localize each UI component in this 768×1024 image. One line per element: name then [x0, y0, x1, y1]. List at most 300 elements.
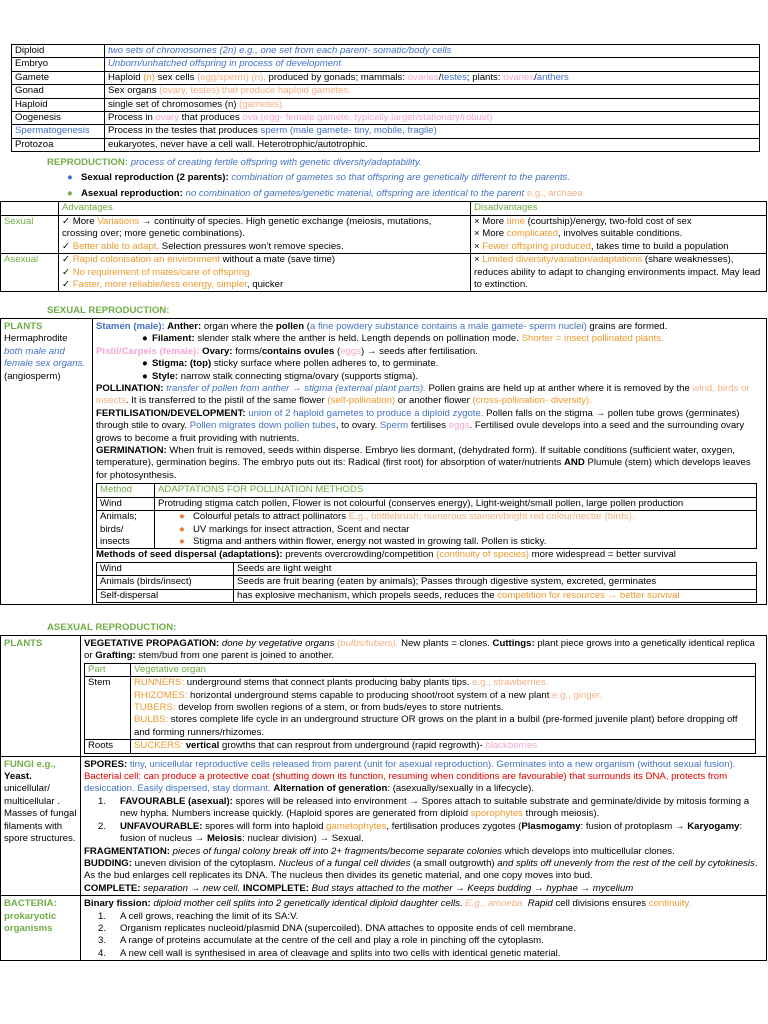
- advantage-item: [62, 241, 467, 253]
- text-run: : fusion of nucleus →: [120, 820, 743, 845]
- text-run: Process in: [108, 112, 156, 124]
- text-run: that produces: [178, 112, 243, 124]
- bullet-icon: ●: [142, 370, 148, 382]
- step-number: 3.: [97, 935, 106, 947]
- text-run: When fruit is removed, seeds within disperse. Embryo lies dormant, (dehydrated form). If suitable conditions (sufficient water, oxygen, temperature), germination begins. The embryo puts out its: Radical (first root) for absorption of water/nutrients: [96, 445, 735, 469]
- step-number: 2.: [97, 922, 106, 934]
- text-run: pieces of fungal colony break off into 2+ fragments/become separate colonies: [172, 845, 502, 857]
- text-run: × More: [474, 228, 507, 240]
- text-run: through meiosis).: [522, 808, 600, 820]
- asexual-advantages: [59, 254, 471, 292]
- text-run: ✓: [62, 279, 73, 291]
- step-text: A range of proteins accumulate at the centre of the cell and play a role in pinching off the cytoplasm.: [120, 935, 544, 947]
- text-run: Faster, more reliable/less energy, simpler: [72, 279, 247, 291]
- bacteria-cell: [1, 896, 81, 961]
- asexual-plants-cell: [1, 636, 81, 757]
- favourable-item: 1. FAVOURABLE (asexual): spores will be released into environment → Spores attach to suitable substrate and germinate/divide by mitosis forming a new hypha. Numbers increase quickly. (Haploid spores are generated from diploid sporophytes through meiosis).: [97, 795, 750, 820]
- text-run: Haploid: [108, 71, 144, 83]
- text-run: (courtship)/energy, two-fold cost of sex: [524, 216, 692, 227]
- text-run: Plasmogamy: [521, 820, 581, 832]
- text-run: eggs: [340, 345, 362, 357]
- method-header: Method: [97, 484, 155, 497]
- dispersal-description: [234, 576, 757, 589]
- advantages-table: [0, 201, 767, 292]
- angiosperm-label: (angiosperm): [4, 370, 61, 382]
- text-run: or another flower: [395, 395, 473, 407]
- glossary-table: [11, 44, 760, 152]
- advantage-item: [62, 279, 467, 291]
- text-run: Nucleus of a fungal cell divides: [278, 857, 411, 869]
- plants-cell: [1, 319, 93, 605]
- asexual-definition: no combination of gametes/genetic material, offspring are identical to the parent: [185, 187, 525, 199]
- text-run: narrow stalk connecting stigma/ovary (supports stigma).: [180, 370, 419, 382]
- yeast-label: Yeast.: [4, 771, 32, 783]
- seed-dispersal-intro: [96, 549, 763, 561]
- text-run: forms/: [235, 345, 262, 357]
- stem-organ-item: [134, 690, 752, 702]
- text-run: Limited diversity/variation/adaptations: [482, 254, 643, 266]
- dispersal-description: [234, 562, 757, 575]
- text-run: separation → new cell.: [143, 882, 243, 894]
- text-run: Seeds are fruit bearing (eaten by animals); Passes through digestive system, excreted, germinates: [237, 576, 657, 588]
- sexual-reproduction-table: [0, 318, 767, 605]
- text-run: Variations: [97, 216, 140, 227]
- text-run: underground stems that connect plants producing baby plants tips.: [184, 677, 473, 689]
- glossary-definition: [105, 138, 760, 151]
- fertilisation-paragraph: [96, 408, 763, 445]
- text-run: contains ovules: [261, 345, 335, 357]
- filament-line: [96, 333, 763, 345]
- glossary-row: [12, 71, 760, 84]
- text-run: Better able to adapt.: [72, 240, 160, 252]
- pollination-methods-table: [96, 483, 757, 549]
- text-run: (: [334, 345, 341, 357]
- text-run: ✓: [62, 266, 73, 278]
- both-sex-organs: both male and female sex organs.: [4, 345, 86, 370]
- text-run: Sperm: [379, 420, 409, 432]
- text-run: /: [438, 71, 442, 83]
- stem-label: Stem: [85, 677, 131, 740]
- glossary-definition: [105, 125, 760, 138]
- text-run: single set of chromosomes (n): [108, 98, 240, 110]
- text-run: UV markings for insect attraction, Scent and nectar: [193, 523, 410, 535]
- text-run: E.g., amoeba.: [465, 898, 528, 910]
- text-run: complicated: [506, 228, 558, 240]
- asexual-label: Asexual reproduction:: [81, 187, 183, 199]
- glossary-row: [12, 85, 760, 98]
- dispersal-row: [97, 576, 757, 589]
- text-run: E.g., bottlebrush; numerous stamen/bright red colour/nectar (birds).: [348, 511, 635, 523]
- glossary-term: Haploid: [12, 98, 105, 111]
- reproduction-definition: process of creating fertile offspring with genetic diversity/adaptability.: [130, 157, 422, 168]
- fungi-content: [81, 756, 767, 895]
- text-run: Unborn/unhatched offspring in process of development: [108, 58, 342, 70]
- text-run: , involves suitable conditions.: [558, 228, 683, 240]
- text-run: Meiosis: [206, 833, 243, 845]
- fungi-cell: [1, 756, 81, 895]
- dispersal-method: Wind: [97, 562, 234, 575]
- disadvantage-item: [474, 228, 763, 240]
- text-run: e.g., ginger.: [552, 689, 603, 701]
- text-run: competition for resources → better survival: [497, 589, 680, 601]
- text-run: BUDDING:: [84, 857, 135, 869]
- glossary-row: [12, 125, 760, 138]
- fungi-label: FUNGI e.g.,: [4, 758, 56, 770]
- text-run: continuity.: [648, 898, 692, 910]
- text-run: ×: [474, 254, 483, 266]
- text-run: . Easily dispersed, stay dormant.: [132, 783, 274, 795]
- asexual-reproduction-table: [0, 635, 767, 961]
- text-run: stem/bud from one parent is joined to another.: [138, 650, 335, 662]
- text-run: FAVOURABLE (asexual):: [120, 795, 236, 807]
- text-run: (share weaknesses), reduces ability to adapt to changing environments impact. May lead to extinction.: [474, 254, 761, 291]
- stem-organ-item: [134, 702, 752, 714]
- hermaphrodite-label: Hermaphrodite: [4, 333, 68, 345]
- text-run: ovary: [155, 112, 179, 124]
- bacteria-content: [81, 896, 767, 961]
- text-run: → continuity of species. High genetic exchange (meiosis, mutations, crossing over; more genetic combinations).: [62, 216, 432, 240]
- text-run: ovaries: [503, 71, 535, 83]
- wind-method: Wind: [97, 497, 155, 510]
- text-run: Pistil/Carpels (female):: [96, 345, 203, 357]
- text-run: Methods of seed dispersal (adaptations):: [96, 549, 286, 561]
- text-run: Process in the testes that produces: [108, 125, 261, 137]
- text-run: anthers: [536, 71, 569, 83]
- text-run: sperm (male gamete- tiny, mobile, fragile): [260, 125, 437, 137]
- stem-organ-item: [134, 677, 752, 689]
- text-run: grains are formed.: [586, 321, 668, 332]
- text-run: (n): [143, 71, 155, 83]
- text-run: RHIZOMES:: [134, 689, 188, 701]
- step-text: Organism replicates nucleoid/plasmid DNA (supercoiled). DNA attaches to opposite ends of cell membrane.: [120, 922, 576, 934]
- text-run: blackberries: [485, 740, 538, 752]
- text-run: desiccation: [84, 783, 132, 795]
- glossary-term: Embryo: [12, 58, 105, 71]
- stigma-line: [96, 358, 763, 370]
- text-run: fertilises: [408, 420, 449, 432]
- sexual-label: Sexual reproduction (2 parents):: [81, 172, 229, 184]
- spores-paragraph: [84, 759, 763, 796]
- bullet-icon: ●: [142, 358, 148, 370]
- text-run: . It is transferred to the pistil of the same flower: [125, 395, 328, 407]
- text-run: tiny, unicellular reproductive cells released from parent (unit for asexual reproduction). Germinates into a new organism (without sexual fusion).: [129, 758, 736, 770]
- disadvantage-item: [474, 216, 763, 228]
- text-run: (bulbs/tubers).: [337, 638, 399, 649]
- text-run: Rapid colonisation an environment: [72, 254, 220, 266]
- text-run: uneven division of the cytoplasm.: [134, 857, 279, 869]
- text-run: (a small outgrowth): [410, 857, 498, 869]
- organ-header: Vegetative organ: [131, 663, 756, 676]
- text-run: ; plants:: [466, 71, 504, 83]
- animal-adaptation-item: [179, 536, 753, 548]
- text-run: sex cells: [154, 71, 198, 83]
- glossary-row: [12, 112, 760, 125]
- text-run: (gametes).: [239, 98, 286, 110]
- style-line: [96, 371, 763, 383]
- binary-fission-paragraph: [84, 898, 763, 910]
- text-run: Karyogamy: [687, 820, 740, 832]
- glossary-row: [12, 138, 760, 151]
- glossary-row: [12, 58, 760, 71]
- asexual-disadvantages: [471, 254, 767, 292]
- text-run: , to ovary.: [335, 420, 380, 432]
- text-run: (self-pollination): [327, 395, 396, 407]
- pollination-paragraph: [96, 383, 763, 408]
- text-run: (continuity of species): [436, 549, 529, 561]
- glossary-row: [12, 45, 760, 58]
- bullet-icon: ●: [179, 535, 185, 547]
- vegetative-content: [81, 636, 767, 757]
- text-run: POLLINATION:: [96, 383, 167, 395]
- text-run: Bacterial cell: can produce a protective coat (shutting down its function, resuming when conditions are favourable) that surrounds its DNA, protects from: [84, 771, 728, 783]
- text-run: Grafting:: [95, 650, 139, 662]
- glossary-definition: [105, 45, 760, 58]
- sexual-row-label: Sexual: [1, 216, 59, 254]
- text-run: AND: [564, 457, 585, 469]
- text-run: horizontal underground stems capable to producing shoot/root system of a new plant: [187, 689, 553, 701]
- reproduction-intro: REPRODUCTION: process of creating fertile offspring with genetic diversity/adaptability. ● Sexual reproduction (2 parents): combination of gametes so that offspring are genetically different to the parents. ● Asexual reproduction: no combination of gametes/genetic material, offspring are identical to the parent e.g., archaea: [47, 157, 583, 199]
- animal-adaptations: [155, 511, 757, 549]
- text-run: Cuttings:: [492, 638, 538, 649]
- text-run: BULBS:: [134, 714, 169, 726]
- glossary-term: Gonad: [12, 85, 105, 98]
- vegetative-propagation: [84, 638, 763, 663]
- binary-fission-steps: [84, 911, 763, 961]
- binary-fission-step: [84, 911, 763, 923]
- text-run: testes: [441, 71, 467, 83]
- fungi-description: unicellular/ multicellular . Masses of fungal filaments with spore structures.: [4, 783, 77, 845]
- text-run: pollen: [275, 321, 305, 332]
- text-run: : fusion of protoplasm →: [580, 820, 688, 832]
- bullet-icon: ●: [142, 333, 148, 345]
- text-run: ×: [474, 240, 483, 252]
- bullet-icon: ●: [179, 523, 185, 535]
- budding-paragraph: [84, 858, 763, 883]
- glossary-term: Spermatogenesis: [12, 125, 105, 138]
- glossary-definition: [105, 112, 760, 125]
- animals-method: Animals; birds/ insects: [97, 511, 155, 549]
- dispersal-description: [234, 589, 757, 602]
- text-run: Sex organs: [108, 85, 160, 97]
- advantages-header: Advantages: [59, 202, 471, 216]
- text-run: Bud stays attached to the mother → Keeps budding → hyphae → mycelium: [311, 882, 634, 894]
- text-run: Fewer offspring produced: [482, 240, 591, 252]
- plants-content: [93, 319, 767, 605]
- text-run: union of 2 haploid gametes to produce a diploid zygote.: [248, 407, 484, 419]
- text-run: Stigma: (top): [152, 358, 214, 370]
- text-run: Pollen migrates down pollen tubes: [189, 420, 336, 432]
- text-run: Binary fission:: [84, 898, 154, 910]
- text-run: Pollen falls on the stigma → pollen tube grows (germinates) through stile to ovary.: [96, 407, 740, 432]
- text-run: and splits off unevenly from the rest of the cell by cytokinesis: [497, 857, 755, 869]
- asexual-row-label: Asexual: [1, 254, 59, 292]
- glossary-definition: [105, 98, 760, 111]
- glossary-term: Protozoa: [12, 138, 105, 151]
- text-run: ✓: [62, 254, 73, 266]
- text-run: COMPLETE:: [84, 882, 144, 894]
- stamen-line: [96, 321, 763, 333]
- text-run: ✓ More: [62, 216, 98, 227]
- text-run: diploid mother cell splits into 2 genetically identical diploid daughter cells.: [153, 898, 466, 910]
- text-run: e.g., strawberries.: [472, 677, 549, 689]
- sexual-reproduction-heading: SEXUAL REPRODUCTION:: [47, 305, 170, 316]
- step-number: 1.: [97, 910, 106, 922]
- text-run: : nuclear division) → Sexual.: [242, 833, 364, 845]
- step-number: 4.: [97, 947, 106, 959]
- advantage-item: [62, 254, 467, 266]
- text-run: done by vegetative organs: [221, 638, 338, 649]
- binary-fission-step: [84, 935, 763, 947]
- dispersal-method: Self-dispersal: [97, 589, 234, 602]
- vegetative-organ-table: [84, 663, 756, 754]
- seed-dispersal-table: [96, 562, 757, 603]
- text-run: ova (egg- female gamete, typically larger/stationary/robust): [242, 112, 493, 124]
- text-run: FERTILISATION/DEVELOPMENT:: [96, 407, 249, 419]
- text-run: vertical: [185, 740, 220, 752]
- text-run: , fertilisation produces zygotes (: [386, 820, 522, 832]
- advantage-item: [62, 216, 467, 241]
- text-run: without a mate (save time): [219, 254, 336, 266]
- part-header: Part: [85, 663, 131, 676]
- text-run: sporophytes: [470, 808, 523, 820]
- dispersal-row: [97, 589, 757, 602]
- text-run: which develops into multicellular clones.: [501, 845, 675, 857]
- text-run: . As the bud enlarges cell replicates its DNA. The nucleus then divides its genetic material, and one copy moves into bud.: [84, 857, 758, 882]
- text-run: New plants = clones.: [398, 638, 493, 649]
- advantage-item: [62, 267, 467, 279]
- text-run: gametophytes: [326, 820, 387, 832]
- text-run: wind, birds or insects: [96, 383, 750, 407]
- text-run: UNFAVOURABLE:: [120, 820, 206, 832]
- text-run: No requirement of mates/care of offspring.: [72, 266, 253, 278]
- text-run: FRAGMENTATION:: [84, 845, 173, 857]
- text-run: Rapid: [527, 898, 553, 910]
- glossary-row: [12, 98, 760, 111]
- complete-incomplete-paragraph: [84, 883, 763, 895]
- text-run: eukaryotes, never have a cell wall. Heterotrophic/autotrophic.: [108, 138, 368, 150]
- text-run: (: [304, 321, 310, 332]
- text-run: , quicker: [246, 279, 284, 291]
- text-run: Filament:: [152, 333, 198, 345]
- disadvantage-item: [474, 241, 763, 253]
- text-run: (egg/sperm) (n),: [197, 71, 266, 83]
- text-run: Style:: [152, 370, 181, 382]
- text-run: a fine powdery substance contains a male gamete- sperm nuclei): [310, 321, 587, 332]
- text-run: VEGETATIVE PROPAGATION:: [84, 638, 222, 649]
- sexual-advantages: [59, 216, 471, 254]
- binary-fission-step: [84, 923, 763, 935]
- text-run: Anther:: [167, 321, 204, 332]
- sexual-definition: combination of gametes so that offspring are genetically different to the parents.: [231, 172, 570, 184]
- text-run: Selection pressures won’t remove species.: [159, 240, 344, 252]
- text-run: (cross-pollination- diversity).: [472, 395, 592, 407]
- bacteria-label: BACTERIA: prokaryotic organisms: [4, 898, 57, 934]
- text-run: plant piece grows into a genetically identical replica or: [84, 638, 755, 662]
- glossary-definition: [105, 85, 760, 98]
- text-run: cell divisions ensures: [552, 898, 649, 910]
- text-run: Alternation of generation: [273, 783, 388, 795]
- animal-adaptation-item: [179, 511, 753, 523]
- text-run: prevents overcrowding/competition: [285, 549, 437, 561]
- text-run: INCOMPLETE:: [242, 882, 312, 894]
- sexual-disadvantages: [471, 216, 767, 254]
- text-run: develop from swollen regions of a stem, or from buds/eyes to store nutrients.: [175, 702, 504, 714]
- text-run: ✓: [62, 240, 73, 252]
- glossary-term: Oogenesis: [12, 112, 105, 125]
- text-run: time: [506, 216, 525, 227]
- text-run: SUCKERS:: [134, 740, 186, 752]
- text-run: Stamen (male):: [96, 321, 168, 332]
- text-run: spores will form into haploid: [205, 820, 327, 832]
- text-run: Ovary:: [202, 345, 236, 357]
- text-run: : (asexually/sexually in a lifecycle).: [387, 783, 535, 795]
- glossary-term: Diploid: [12, 45, 105, 58]
- unfavourable-item: 2. UNFAVOURABLE: spores will form into haploid gametophytes, fertilisation produces zygotes (Plasmogamy: fusion of protoplasm → Karyogamy: fusion of nucleus → Meiosis: nuclear division) → Sexual.: [97, 820, 743, 845]
- asexual-reproduction-heading: ASEXUAL REPRODUCTION:: [47, 622, 177, 633]
- animal-adaptation-item: [179, 524, 753, 536]
- text-run: growths that can resprout from underground (rapid regrowth)-: [219, 740, 486, 752]
- dispersal-row: [97, 562, 757, 575]
- germination-paragraph: [96, 445, 763, 482]
- stem-organ-item: [134, 714, 752, 739]
- text-run: more widespread = better survival: [528, 549, 676, 561]
- text-run: produced by gonads; mammals:: [265, 71, 408, 83]
- roots-organs: [131, 740, 756, 753]
- reproduction-label: REPRODUCTION:: [47, 157, 129, 168]
- text-run: RUNNERS:: [134, 677, 185, 689]
- text-run: × More: [474, 216, 507, 227]
- roots-label: Roots: [85, 740, 131, 753]
- text-run: sticky surface where pollen adheres to, to germinate.: [213, 358, 439, 370]
- text-run: ovaries: [407, 71, 439, 83]
- dispersal-method: Animals (birds/insect): [97, 576, 234, 589]
- adaptations-header: ADAPTATIONS FOR POLLINATION METHODS: [155, 484, 757, 497]
- bullet-icon: ●: [179, 511, 185, 523]
- text-run: , takes time to build a population: [590, 240, 729, 252]
- fragmentation-paragraph: [84, 846, 763, 858]
- text-run: Shorter = insect pollinated plants.: [521, 333, 664, 345]
- text-run: Pollen grains are held up at anther where it is removed by the: [425, 383, 693, 395]
- pistil-line: [96, 346, 763, 358]
- asexual-example: e.g., archaea: [526, 187, 583, 199]
- text-run: Stigma and anthers within flower, energy not wasted in growing tall. Pollen is sticky.: [193, 535, 547, 547]
- disadvantages-header: Disadvantages: [471, 202, 767, 216]
- wind-adaptations: Protruding stigma catch pollen, Flower is not colourful (conserves energy), Light-weight/small pollen, large pollen production: [155, 497, 757, 510]
- text-run: ) → seeds after fertilisation.: [361, 345, 478, 357]
- glossary-term: Gamete: [12, 71, 105, 84]
- binary-fission-step: [84, 948, 763, 960]
- step-text: A new cell wall is synthesised in area of cleavage and splits into two cells with identical genetic material.: [120, 947, 561, 959]
- asexual-plants-label: PLANTS: [4, 638, 43, 649]
- disadvantage-item: [474, 254, 763, 291]
- text-run: SPORES:: [84, 758, 130, 770]
- text-run: Seeds are light weight: [237, 562, 332, 574]
- step-text: A cell grows, reaching the limit of its SA:V.: [120, 910, 299, 922]
- glossary-definition: [105, 58, 760, 71]
- text-run: stores complete life cycle in an underground structure OR grows on the plant in a bulbil (pre-formed juvenile plant) before dropping off and forming runners/rhizomes.: [134, 714, 738, 738]
- stem-organs: [131, 677, 756, 740]
- text-run: has explosive mechanism, which propels seeds, reduces the: [237, 589, 498, 601]
- text-run: TUBERS:: [134, 702, 176, 714]
- text-run: Plumule (stem) which develops leaves for photosynthesis.: [96, 457, 751, 481]
- text-run: two sets of chromosomes (2n) e.g., one set from each parent- somatic/body cells: [108, 45, 452, 56]
- text-run: . Fertilised ovule develops into a seed and the surrounding ovary grows to become a fruit providing with nutrients.: [96, 420, 745, 444]
- text-run: slender stalk where the anther is held. Length depends on pollination mode.: [197, 333, 522, 345]
- text-run: eggs: [448, 420, 470, 432]
- text-run: /: [534, 71, 537, 83]
- text-run: GERMINATION:: [96, 445, 170, 457]
- text-run: Colourful petals to attract pollinators: [193, 511, 349, 523]
